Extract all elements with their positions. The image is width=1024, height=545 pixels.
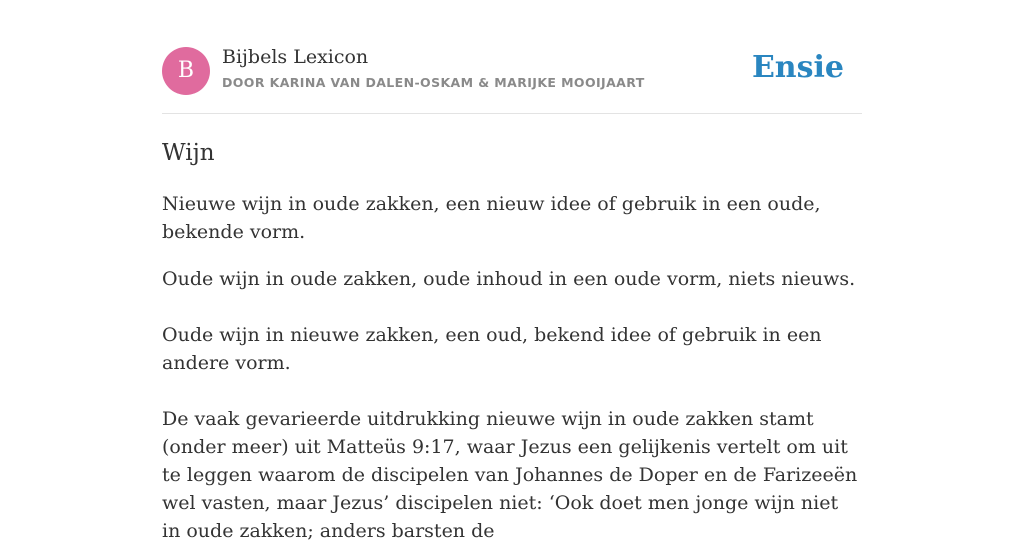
source-authors: DOOR KARINA VAN DALEN-OSKAM & MARIJKE MOOIJAART xyxy=(222,75,645,90)
content-container xyxy=(162,0,862,545)
definition-paragraph: De vaak gevarieerde uitdrukking nieuwe wijn in oude zakken stamt (onder meer) uit Matteüs 9:17, waar Jezus een gelijkenis vertelt om uit te leggen waarom de discipelen van Johannes de Doper en de Farizeeën wel vasten, maar Jezus’ discipelen niet: ‘Ook doet men jonge wijn niet in oude zakken; anders barsten de xyxy=(162,408,858,542)
ensie-logo[interactable]: Ensie xyxy=(751,50,844,85)
definition-paragraph: Oude wijn in nieuwe zakken, een oud, bekend idee of gebruik in een andere vorm. xyxy=(162,324,822,374)
source-title[interactable]: Bijbels Lexicon xyxy=(222,46,369,68)
article-body xyxy=(162,138,862,545)
definition-paragraph: Oude wijn in oude zakken, oude inhoud in een oude vorm, niets nieuws. xyxy=(162,268,856,290)
source-header xyxy=(162,0,862,114)
term-title: Wijn xyxy=(162,140,215,166)
source-avatar[interactable]: B xyxy=(162,47,210,95)
definition-paragraph: Nieuwe wijn in oude zakken, een nieuw idee of gebruik in een oude, bekende vorm. xyxy=(162,193,821,243)
